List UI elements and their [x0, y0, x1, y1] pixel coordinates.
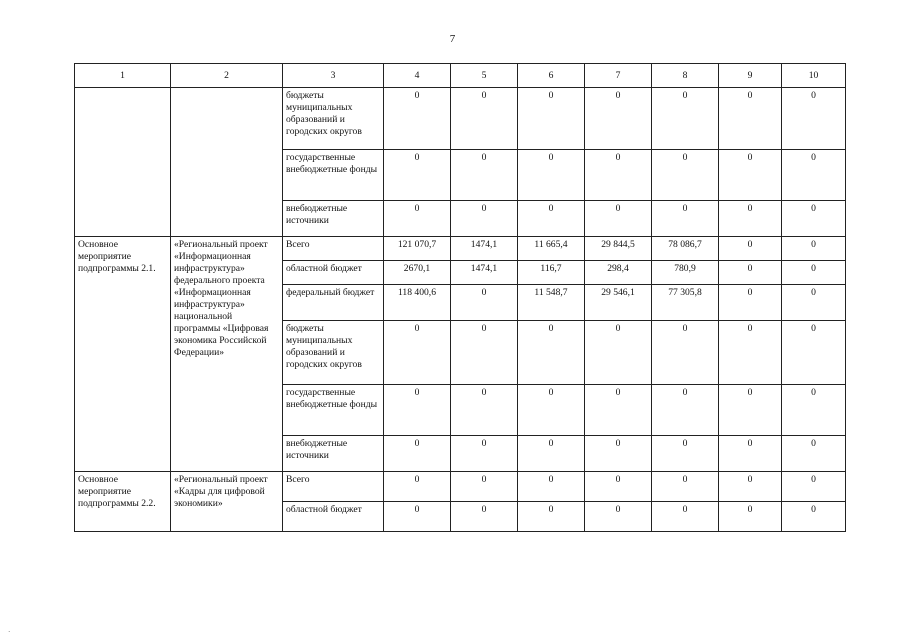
- funding-source-cell: областной бюджет: [283, 502, 384, 532]
- budget-table: [74, 63, 846, 532]
- value-cell: 0: [451, 502, 518, 532]
- value-cell: 78 086,7: [652, 237, 719, 261]
- project-cell: «Региональный проект «Кадры для цифровой экономики»: [171, 472, 283, 532]
- value-cell: 0: [782, 321, 846, 385]
- value-cell: 121 070,7: [384, 237, 451, 261]
- value-cell: 11 548,7: [518, 285, 585, 321]
- value-cell: 0: [782, 502, 846, 532]
- funding-source-cell: внебюджетные источники: [283, 201, 384, 237]
- value-cell: 1474,1: [451, 237, 518, 261]
- funding-source-cell: Всего: [283, 237, 384, 261]
- value-cell: 0: [451, 321, 518, 385]
- value-cell: 0: [782, 237, 846, 261]
- value-cell: 0: [518, 472, 585, 502]
- column-header: 8: [652, 64, 719, 88]
- value-cell: 0: [384, 385, 451, 436]
- value-cell: 0: [719, 502, 782, 532]
- value-cell: 0: [585, 436, 652, 472]
- value-cell: 2670,1: [384, 261, 451, 285]
- value-cell: 0: [719, 88, 782, 150]
- column-header: 7: [585, 64, 652, 88]
- value-cell: 11 665,4: [518, 237, 585, 261]
- column-header: 3: [283, 64, 384, 88]
- value-cell: 0: [782, 385, 846, 436]
- value-cell: 0: [451, 436, 518, 472]
- funding-source-cell: федеральный бюджет: [283, 285, 384, 321]
- value-cell: 0: [782, 150, 846, 201]
- value-cell: 0: [782, 261, 846, 285]
- value-cell: 0: [451, 88, 518, 150]
- value-cell: 0: [719, 321, 782, 385]
- value-cell: 0: [782, 472, 846, 502]
- value-cell: 0: [451, 385, 518, 436]
- funding-source-cell: внебюджетные источники: [283, 436, 384, 472]
- value-cell: 0: [384, 321, 451, 385]
- column-header: 5: [451, 64, 518, 88]
- header-row: [75, 64, 846, 88]
- value-cell: 0: [518, 502, 585, 532]
- value-cell: 0: [451, 472, 518, 502]
- value-cell: 0: [652, 436, 719, 472]
- value-cell: 0: [585, 502, 652, 532]
- value-cell: 0: [518, 321, 585, 385]
- column-header: 6: [518, 64, 585, 88]
- funding-source-cell: государственные внебюджетные фонды: [283, 385, 384, 436]
- value-cell: 0: [518, 436, 585, 472]
- value-cell: 0: [719, 285, 782, 321]
- project-cell: [171, 88, 283, 237]
- table-row: [75, 472, 846, 502]
- value-cell: 0: [719, 201, 782, 237]
- value-cell: 116,7: [518, 261, 585, 285]
- activity-cell: Основное мероприятие подпрограммы 2.2.: [75, 472, 171, 532]
- column-header: 10: [782, 64, 846, 88]
- value-cell: 0: [652, 201, 719, 237]
- funding-source-cell: бюджеты муниципальных образований и городских округов: [283, 88, 384, 150]
- value-cell: 0: [782, 285, 846, 321]
- value-cell: 0: [652, 385, 719, 436]
- value-cell: 0: [652, 88, 719, 150]
- value-cell: 1474,1: [451, 261, 518, 285]
- value-cell: 0: [585, 472, 652, 502]
- funding-source-cell: бюджеты муниципальных образований и городских округов: [283, 321, 384, 385]
- value-cell: 0: [719, 261, 782, 285]
- value-cell: 0: [719, 237, 782, 261]
- activity-cell: Основное мероприятие подпрограммы 2.1.: [75, 237, 171, 472]
- value-cell: 0: [451, 201, 518, 237]
- value-cell: 0: [782, 436, 846, 472]
- value-cell: 0: [719, 472, 782, 502]
- value-cell: 0: [719, 436, 782, 472]
- value-cell: 0: [782, 201, 846, 237]
- value-cell: 0: [384, 472, 451, 502]
- value-cell: 0: [518, 385, 585, 436]
- value-cell: 0: [518, 150, 585, 201]
- value-cell: 0: [518, 201, 585, 237]
- value-cell: 0: [585, 150, 652, 201]
- value-cell: 118 400,6: [384, 285, 451, 321]
- value-cell: 0: [719, 385, 782, 436]
- column-header: 2: [171, 64, 283, 88]
- value-cell: 0: [585, 88, 652, 150]
- value-cell: 0: [652, 502, 719, 532]
- value-cell: 0: [518, 88, 585, 150]
- value-cell: 0: [652, 321, 719, 385]
- value-cell: 0: [384, 436, 451, 472]
- value-cell: 29 546,1: [585, 285, 652, 321]
- table-row: [75, 88, 846, 150]
- page-number: 7: [449, 33, 456, 45]
- funding-source-cell: областной бюджет: [283, 261, 384, 285]
- column-header: 9: [719, 64, 782, 88]
- funding-source-cell: Всего: [283, 472, 384, 502]
- value-cell: 0: [719, 150, 782, 201]
- value-cell: 29 844,5: [585, 237, 652, 261]
- value-cell: 0: [384, 88, 451, 150]
- value-cell: 0: [585, 201, 652, 237]
- value-cell: 0: [585, 321, 652, 385]
- value-cell: 0: [652, 472, 719, 502]
- table-row: [75, 237, 846, 261]
- value-cell: 0: [585, 385, 652, 436]
- value-cell: 780,9: [652, 261, 719, 285]
- value-cell: 0: [451, 285, 518, 321]
- value-cell: 0: [652, 150, 719, 201]
- value-cell: 77 305,8: [652, 285, 719, 321]
- margin-mark: ·: [8, 628, 11, 636]
- value-cell: 0: [782, 88, 846, 150]
- activity-cell: [75, 88, 171, 237]
- value-cell: 0: [451, 150, 518, 201]
- project-cell: «Региональный проект «Информационная инфраструктура» федерального проекта «Информационная инфраструктура» национальной программы «Цифровая экономика Российской Федерации»: [171, 237, 283, 472]
- column-header: 4: [384, 64, 451, 88]
- funding-source-cell: государственные внебюджетные фонды: [283, 150, 384, 201]
- column-header: 1: [75, 64, 171, 88]
- value-cell: 0: [384, 502, 451, 532]
- value-cell: 0: [384, 201, 451, 237]
- value-cell: 0: [384, 150, 451, 201]
- value-cell: 298,4: [585, 261, 652, 285]
